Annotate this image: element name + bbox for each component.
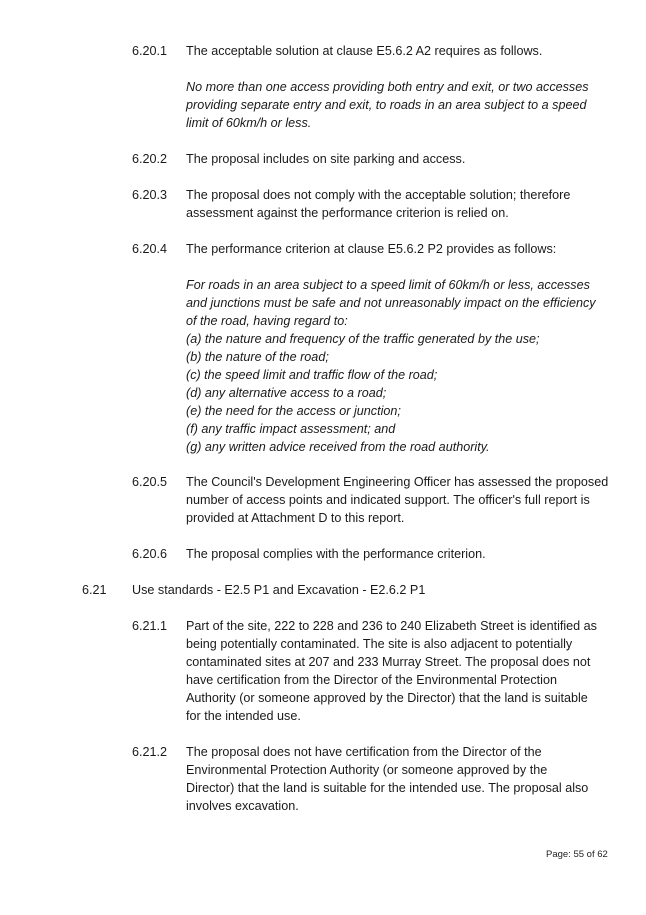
para-number: 6.20.1 (132, 44, 168, 58)
para-number: 6.21.1 (132, 619, 168, 633)
criterion-item: (d) any alternative access to a road; (186, 386, 387, 400)
para-number: 6.20.6 (132, 547, 168, 561)
criterion-item: (g) any written advice received from the road authority. (186, 440, 490, 454)
quote-block: No more than one access providing both entry and exit, or two accesses providing separate entry and exit, to roads in an area subject to a speed limit of 60km/h or less. (186, 80, 589, 130)
criterion-intro: For roads in an area subject to a speed limit of 60km/h or less, accesses and junctions must be safe and not unreasonably impact on the efficiency of the road, having regard to: (186, 278, 596, 328)
para-text: The proposal does not comply with the acceptable solution; therefore assessment against the performance criterion is relied on. (186, 188, 571, 220)
section-heading: Use standards - E2.5 P1 and Excavation - E2.6.2 P1 (132, 583, 426, 597)
para-number: 6.20.2 (132, 152, 168, 166)
para-text: The acceptable solution at clause E5.6.2 A2 requires as follows. (186, 44, 543, 58)
criterion-item: (e) the need for the access or junction; (186, 404, 401, 418)
page-number: Page: 55 of 62 (546, 849, 608, 860)
para-text: The proposal does not have certification from the Director of the Environmental Protection Authority (or someone approved by the Director) that the land is suitable for the intended use. The proposal also involves excavation. (186, 745, 589, 813)
para-number: 6.20.5 (132, 475, 168, 489)
criterion-item: (f) any traffic impact assessment; and (186, 422, 396, 436)
para-number: 6.20.3 (132, 188, 168, 202)
criterion-item: (a) the nature and frequency of the traffic generated by the use; (186, 332, 540, 346)
criterion-item: (c) the speed limit and traffic flow of the road; (186, 368, 438, 382)
para-number: 6.21.2 (132, 745, 168, 759)
criterion-item: (b) the nature of the road; (186, 350, 329, 364)
para-text: The performance criterion at clause E5.6.2 P2 provides as follows: (186, 242, 557, 256)
para-text: Part of the site, 222 to 228 and 236 to 240 Elizabeth Street is identified as being potentially contaminated. The site is also adjacent to potentially contaminated sites at 207 and 233 Murray Street. The proposal does not have certification from the Director of the Environmental Protection Authority (or someone approved by the Director) that the land is suitable for the intended use. (186, 619, 597, 723)
para-number: 6.20.4 (132, 242, 168, 256)
para-text: The Council's Development Engineering Officer has assessed the proposed number of access points and indicated support. The officer's full report is provided at Attachment D to this report. (186, 475, 609, 525)
para-text: The proposal includes on site parking and access. (186, 152, 466, 166)
para-text: The proposal complies with the performance criterion. (186, 547, 486, 561)
section-number: 6.21 (82, 583, 107, 597)
criterion-quote (186, 276, 596, 456)
